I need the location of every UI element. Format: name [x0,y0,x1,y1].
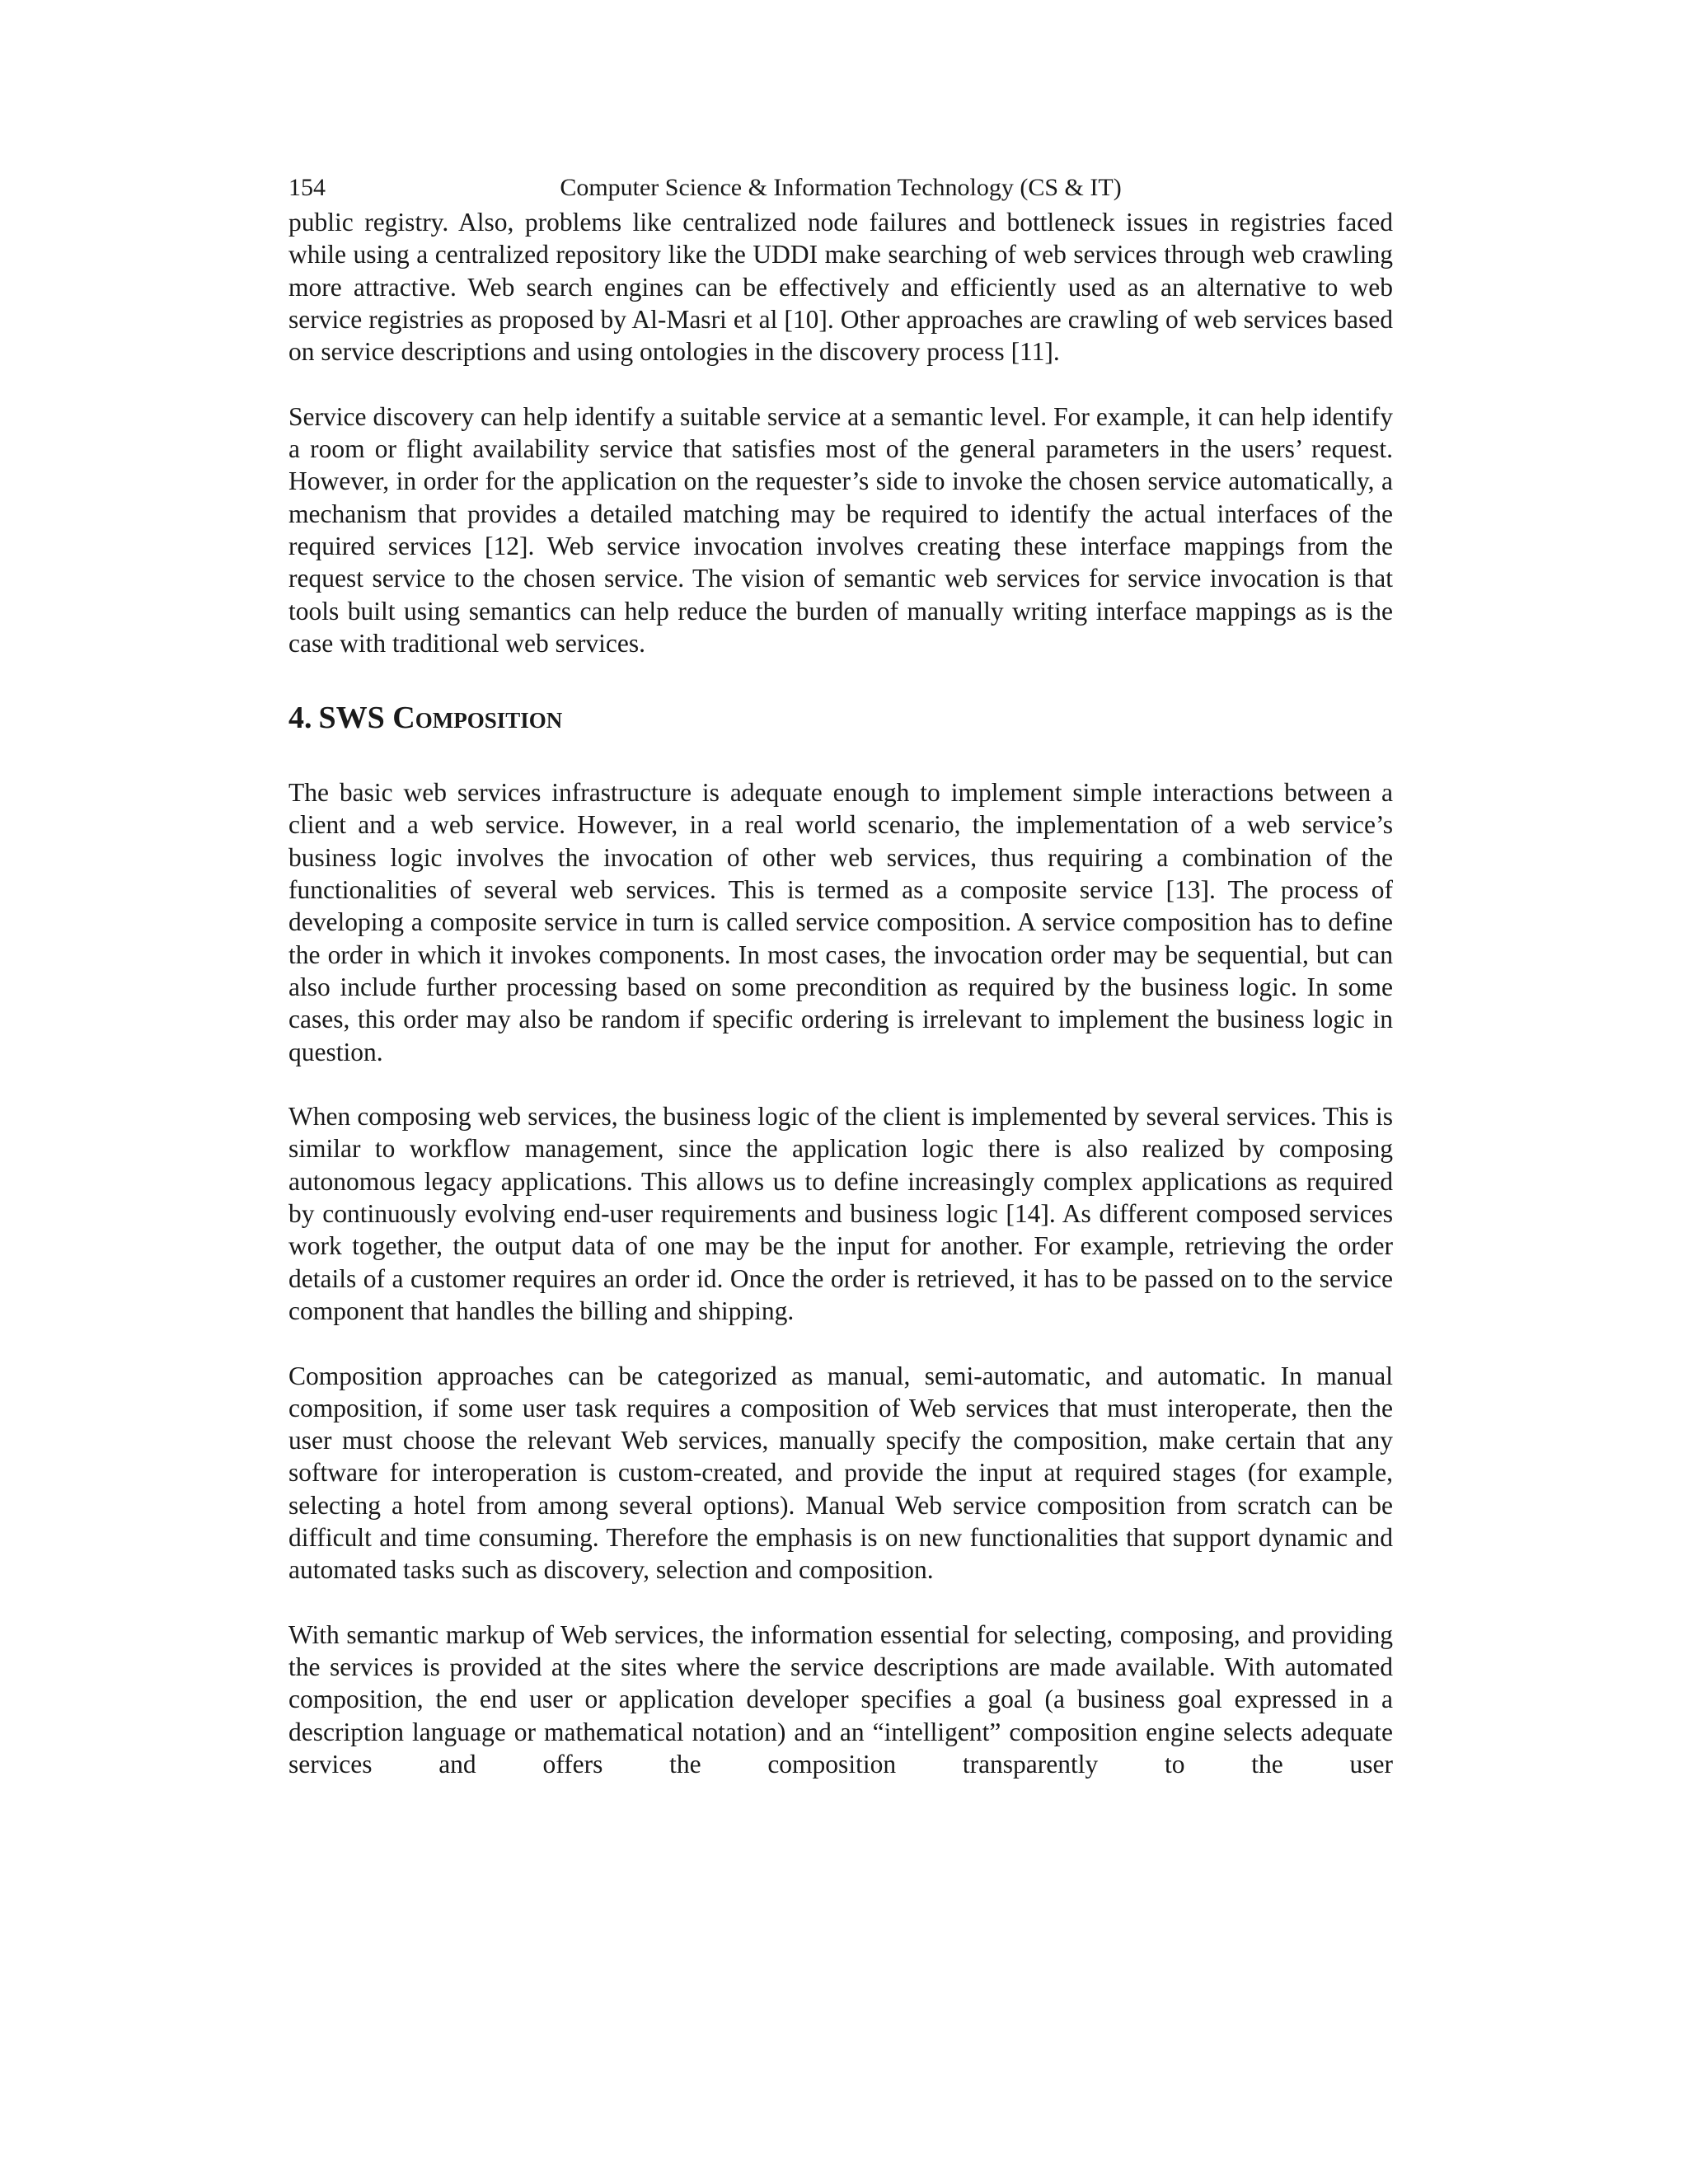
section-number: 4. [288,701,312,736]
body-text-section-4 [288,776,1393,1780]
paragraph-composite-service: The basic web services infrastructure is adequate enough to implement simple interactions between a client and a web service. However, in a real world scenario, the implementation of a web service’s business logic involves the invocation of other web services, thus requiring a combination of the functionalities of several web services. This is termed as a composite service [13]. The process of developing a composite service in turn is called service composition. A service composition has to define the order in which it invokes components. In most cases, the invocation order may be sequential, but can also include further processing based on some precondition as required by the business logic. In some cases, this order may also be random if specific ordering is irrelevant to implement the business logic in question. [288,778,1393,1066]
paragraph-service-discovery: Service discovery can help identify a suitable service at a semantic level. For example, it can help identify a room or flight availability service that satisfies most of the general parameters in the users’ request. However, in order for the application on the requester’s side to invoke the chosen service automatically, a mechanism that provides a detailed matching may be required to identify the actual interfaces of the required services [12]. Web service invocation involves creating these interface mappings from the request service to the chosen service. The vision of semantic web services for service invocation is that tools built using semantics can help reduce the burden of manually writing interface mappings as is the case with traditional web services. [288,401,1393,658]
running-head [288,170,1393,206]
paragraph-composing-web-services: When composing web services, the business logic of the client is implemented by several services. This is similar to workflow management, since the application logic there is also realized by composing autonomous legacy applications. This allows us to define increasingly complex applications as required by continuously evolving end-user requirements and business logic [14]. As different composed services work together, the output data of one may be the input for another. For example, retrieving the order details of a customer requires an order id. Once the order is retrieved, it has to be passed on to the service component that handles the billing and shipping. [288,1102,1393,1325]
section-title: SWS Composition [318,701,563,736]
paragraph-semantic-markup: With semantic markup of Web services, the information essential for selecting, composing, and providing the services is provided at the sites where the service descriptions are made available. With automated composition, the end user or application developer specifies a goal (a business goal expressed in a description language or mathematical notation) and an “intelligent” composition engine selects adequate services and offers the composition transparently to the user [288,1619,1393,1779]
paragraph-composition-approaches: Composition approaches can be categorized as manual, semi-automatic, and automatic. In manual composition, if some user task requires a composition of Web services that must interoperate, then the user must choose the relevant Web services, manually specify the composition, make certain that any software for interoperation is custom-created, and provide the input at required stages (for example, selecting a hotel from among several options). Manual Web service composition from scratch can be difficult and time consuming. Therefore the emphasis is on new functionalities that support dynamic and automated tasks such as discovery, selection and composition. [288,1361,1393,1585]
section-heading [288,697,1393,738]
journal-title: Computer Science & Information Technology (CS & IT) [560,174,1122,201]
paper-page [288,170,1393,1780]
body-text [288,206,1393,659]
page-number: 154 [288,174,326,201]
paragraph-registry: public registry. Also, problems like centralized node failures and bottleneck issues in registries faced while using a centralized repository like the UDDI make searching of web services through web crawling more attractive. Web search engines can be effectively and efficiently used as an alternative to web service registries as proposed by Al-Masri et al [10]. Other approaches are crawling of web services based on service descriptions and using ontologies in the discovery process [11]. [288,208,1393,367]
